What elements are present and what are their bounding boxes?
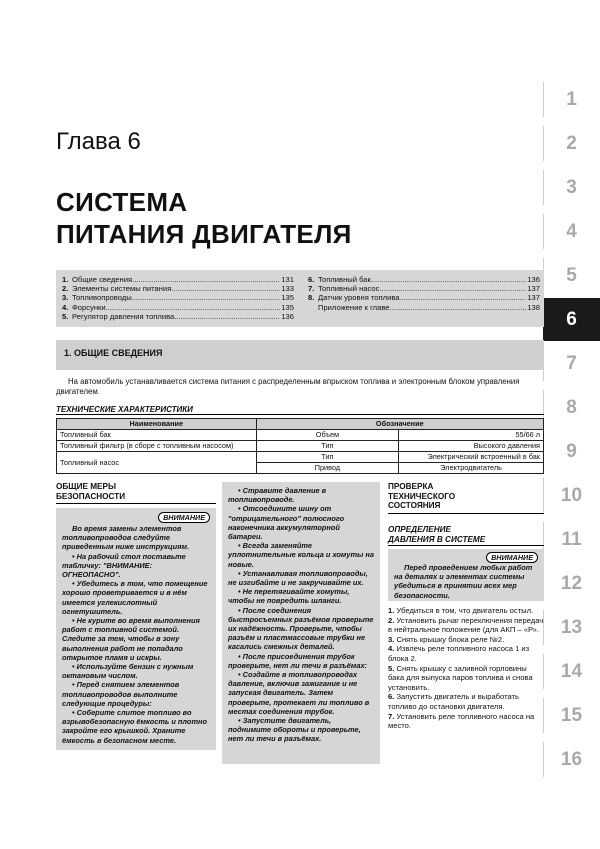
cell-value: Электродвигатель [399, 463, 544, 474]
warning-paragraph: • Используйте бензин с нужным октановым числом. [62, 662, 194, 681]
step-number: 7. [388, 711, 395, 721]
pressure-rule [388, 545, 544, 546]
chapter-tab-4: 4 [543, 210, 600, 254]
toc-entry-page: 135 [281, 293, 294, 303]
check-heading [388, 482, 455, 511]
step-text: Установить рычаг переключения передач в нейтральное положение (для АКП – «Р». [388, 615, 544, 635]
warning-paragraph: • Создайте в топливопроводах давление, включив зажигание и не запуская двигатель. Затем проверьте, протекает ли топливо в местах соединения трубок. [228, 670, 370, 716]
table-header-row [57, 419, 544, 430]
toc-entry [308, 284, 540, 293]
toc-entry-number: 7. [308, 284, 315, 294]
pressure-steps [388, 606, 544, 731]
intro-paragraph: На автомобиль устанавливается система питания с распределенным впрыском топлива и электронным блоком управления двигателем. [56, 377, 520, 396]
pressure-subheading-line-1: ОПРЕДЕЛЕНИЕ [388, 525, 452, 534]
toc-leader-dots [390, 303, 527, 312]
chapter-tab-14: 14 [543, 650, 600, 694]
step-item [388, 664, 544, 693]
chapter-tab-3: 3 [543, 166, 600, 210]
step-item [388, 635, 544, 645]
chapter-tab-2: 2 [543, 122, 600, 166]
pressure-warning-box [388, 549, 544, 601]
warning-paragraph: • После соединения быстросъемных разъёмов проверьте их надёжность. Проверьте, чтобы разъём и пластмассовые трубки не касались смежных деталей. [228, 605, 374, 652]
check-heading-line-1: ПРОВЕРКА [388, 482, 434, 491]
safety-heading-line-2: БЕЗОПАСНОСТИ [56, 491, 126, 501]
cell-name: Топливный бак [57, 430, 257, 441]
toc-entry-page: 136 [281, 311, 294, 321]
chapter-label: Глава 6 [56, 128, 141, 155]
pressure-subheading [388, 525, 485, 544]
specs-heading: ТЕХНИЧЕСКИЕ ХАРАКТЕРИСТИКИ [56, 405, 193, 414]
toc-leader-dots [379, 284, 526, 293]
toc-leader-dots [132, 293, 281, 302]
toc-entry-page: 131 [281, 275, 294, 284]
warning-paragraph: • Не перетягивайте хомуты, чтобы не повредить шланги. [228, 587, 350, 606]
toc-entry-number: 5. [62, 311, 69, 321]
chapter-tab-13: 13 [543, 606, 600, 650]
pressure-warning-text: Перед проведением любых работ на деталях и элементах системы убедиться в принятии всех мер безопасности. [394, 563, 533, 600]
toc-entry-title: Приложение к главе [318, 302, 390, 312]
safety-rule [56, 503, 216, 504]
cell-param: Привод [256, 463, 399, 474]
chapter-tab-10: 10 [543, 474, 600, 518]
step-text: Снять крышку блока реле №2. [396, 634, 505, 644]
safety-heading [56, 482, 125, 501]
warning-paragraph: • Соберите слитое топливо во взрывобезопасную ёмкость и плотно закройте его крышкой. Храните ёмкость в безопасном месте. [62, 708, 207, 745]
toc-column-left [62, 275, 294, 321]
toc-entry-title: Топливный бак [318, 275, 371, 284]
toc-entry-title: Общие сведения [72, 275, 133, 284]
toc-entry-title: Топливный насос [318, 284, 380, 294]
toc-entry-number: 3. [62, 293, 69, 303]
warning-badge: ВНИМАНИЕ [486, 552, 538, 563]
toc-entry-title: Регулятор давления топлива [72, 311, 175, 321]
chapter-title-line-1: СИСТЕМА [56, 187, 188, 217]
warning-paragraph: Во время замены элементов топливопроводов следуйте приведенным ниже инструкциям. [62, 524, 190, 552]
toc-leader-dots [174, 312, 280, 321]
toc-entry [62, 275, 294, 284]
cell-param: Тип [256, 441, 399, 452]
toc-entry-title: Топливопроводы [72, 293, 132, 303]
warning-paragraph: • Всегда заменяйте уплотнительные кольца и хомуты на новые. [228, 541, 374, 569]
cell-name: Топливный фильтр (в сборе с топливным насосом) [57, 441, 257, 452]
chapter-title [56, 186, 352, 250]
chapter-title-line-2: ПИТАНИЯ ДВИГАТЕЛЯ [56, 219, 352, 249]
step-text: Запустить двигатель и выработать топливо до остановки двигателя. [388, 692, 519, 711]
cell-value: 55/66 л [399, 430, 544, 441]
chapter-tab-7: 7 [543, 342, 600, 386]
chapter-tab-1: 1 [543, 78, 600, 122]
cell-name: Топливный насос [57, 452, 257, 474]
warning-paragraph: • Запустите двигатель, поднимите обороты и проверьте, нет ли течи в разъёмах. [228, 716, 361, 744]
specs-table [56, 418, 544, 474]
toc-entry-page: 137 [527, 293, 540, 303]
check-heading-line-3: СОСТОЯНИЯ [388, 501, 441, 510]
warning-paragraph: • Отсоедините шину от "отрицательного" полюсного наконечника аккумуляторной батареи. [228, 504, 345, 542]
warning-badge: ВНИМАНИЕ [158, 512, 210, 523]
chapter-tab-15: 15 [543, 694, 600, 738]
toc-entry-page: 138 [527, 302, 540, 312]
toc-leader-dots [400, 293, 527, 302]
safety-continued-box [222, 482, 380, 764]
toc-entry [62, 284, 294, 293]
chapter-tab-6: 6 [543, 298, 600, 342]
warning-paragraph: • После присоединения трубок проверьте, нет ли течи в разъёмах: [228, 651, 368, 670]
header-value: Обозначение [256, 419, 543, 430]
chapter-tab-12: 12 [543, 562, 600, 606]
cell-param: Тип [256, 452, 399, 463]
step-number: 4. [388, 644, 395, 654]
toc-leader-dots [132, 275, 280, 284]
table-row [57, 452, 544, 463]
toc-column-right [308, 275, 540, 312]
toc-entry-number: 2. [62, 284, 69, 294]
toc-entry-number: 1. [62, 275, 69, 284]
warning-paragraph: • На рабочий стол поставьте табличку: "ВНИМАНИЕ: ОГНЕОПАСНО". [62, 551, 186, 580]
step-item [388, 616, 544, 635]
warning-paragraph: • Убедитесь в том, что помещение хорошо проветривается и в нём имеется углекислотный огнетушитель. [62, 579, 208, 616]
toc-leader-dots [106, 303, 281, 312]
toc-entry-number: 6. [308, 275, 315, 284]
warning-paragraph: • Перед снятием элементов топливопроводов выполните следующие процедуры: [62, 680, 180, 708]
table-of-contents [56, 270, 544, 327]
step-item [388, 692, 544, 711]
step-number: 1. [388, 606, 395, 615]
toc-entry [62, 312, 294, 321]
header-name: Наименование [57, 419, 257, 430]
table-row [57, 441, 544, 452]
step-item [388, 644, 544, 663]
toc-entry-title: Форсунки [72, 302, 106, 312]
chapter-tab-5: 5 [543, 254, 600, 298]
cell-value: Электрический встроенный в бак [399, 452, 544, 463]
specs-rule [56, 414, 544, 415]
chapter-tab-16: 16 [543, 738, 600, 782]
cell-value: Высокого давления [399, 441, 544, 452]
step-number: 3. [388, 634, 395, 644]
toc-leader-dots [171, 284, 280, 293]
toc-entry-page: 133 [281, 284, 294, 294]
chapter-tab-9: 9 [543, 430, 600, 474]
warning-paragraph: • Стравите давление в топливопроводе. [228, 486, 327, 505]
toc-leader-dots [371, 275, 527, 284]
toc-entry [308, 293, 540, 302]
toc-entry-title: Датчик уровня топлива [318, 293, 400, 303]
warning-paragraph: • Устанавливая топливопроводы, не изгибайте и не закручивайте их. [228, 568, 368, 588]
safety-heading-line-1: ОБЩИЕ МЕРЫ [56, 482, 116, 491]
table-row [57, 430, 544, 441]
check-heading-line-2: ТЕХНИЧЕСКОГО [388, 491, 456, 501]
step-number: 2. [388, 615, 395, 625]
cell-param: Объем [256, 430, 399, 441]
toc-entry-page: 137 [527, 284, 540, 294]
step-number: 6. [388, 692, 395, 702]
toc-entry-number: 4. [62, 302, 69, 312]
warning-paragraph: • Не курите во время выполнения работ с топливной системой. Следите за тем, чтобы в зону выполнения работ не попадало открытое пламя и искры. [62, 616, 200, 662]
chapter-tab-8: 8 [543, 386, 600, 430]
check-rule [388, 513, 544, 514]
step-text: Извлечь реле топливного насоса 1 из блока 2. [388, 644, 530, 663]
toc-entry [308, 303, 540, 312]
toc-entry-title: Элементы системы питания [72, 284, 172, 294]
step-number: 5. [388, 663, 395, 673]
chapter-tabs [543, 78, 600, 782]
toc-entry-page: 135 [281, 302, 294, 312]
toc-entry [308, 275, 540, 284]
step-item [388, 606, 544, 616]
step-text: Убедиться в том, что двигатель остыл. [396, 606, 534, 615]
safety-warning-box [56, 508, 216, 750]
step-text: Снять крышку с заливной горловины бака для выпуска паров топлива и снова установить. [388, 663, 533, 692]
toc-entry-number: 8. [308, 293, 315, 303]
step-item [388, 712, 544, 731]
section-heading: 1. ОБЩИЕ СВЕДЕНИЯ [56, 340, 544, 370]
pressure-subheading-line-2: ДАВЛЕНИЯ В СИСТЕМЕ [388, 534, 486, 544]
toc-entry-page: 136 [527, 275, 540, 284]
toc-entry [62, 293, 294, 302]
toc-entry [62, 303, 294, 312]
step-text: Установить реле топливного насоса на место. [388, 711, 535, 731]
chapter-tab-11: 11 [543, 518, 600, 562]
